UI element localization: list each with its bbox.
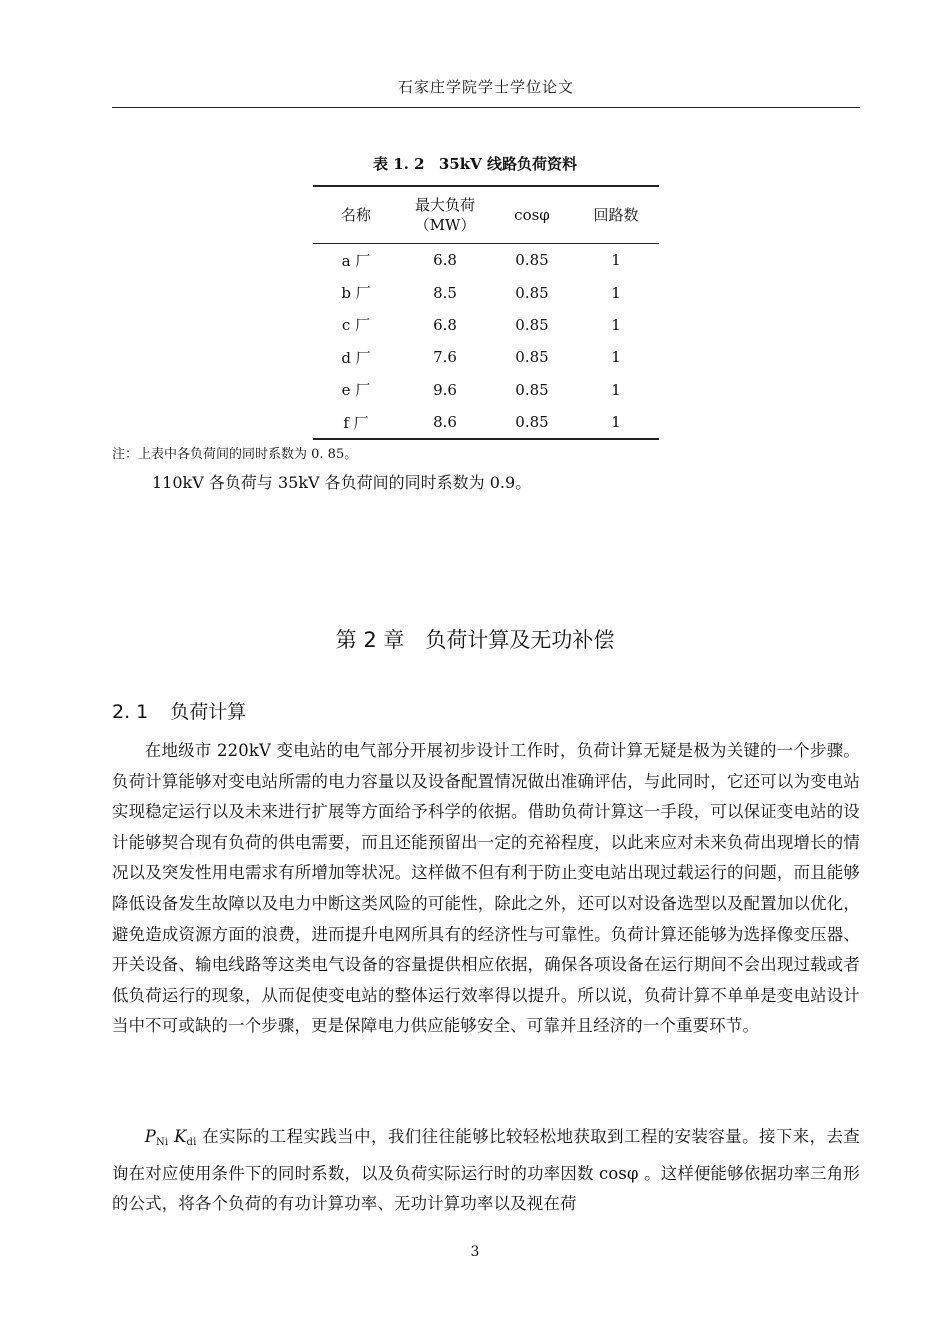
symbol-p-subscript: Ni — [156, 1137, 169, 1148]
page-number: 3 — [470, 1244, 480, 1260]
table-row: b 厂 8.5 0.85 1 — [341, 283, 621, 303]
coincidence-factor-line: 110kV 各负荷与 35kV 各负荷间的同时系数为 0.9。 — [152, 473, 532, 492]
table-caption-title: 35kV 线路负荷资料 — [438, 155, 577, 173]
section-number: 2. 1 — [112, 701, 149, 723]
symbol-k: K — [174, 1127, 187, 1146]
paragraph-practice-text: 在实际的工程实践当中，我们往往能够比较轻松地获取到工程的安装容量。接下来，去查询在对应使用条件下的同时系数，以及负荷实际运行时的功率因数 cosφ 。这样便能够依据功率三角形的公式，将各个负荷的有功计算功率、无功计算功率以及视在荷 — [112, 1127, 860, 1214]
table-row: d 厂 7.6 0.85 1 — [341, 348, 621, 367]
table-note: 注：上表中各负荷间的同时系数为 0. 85。 — [112, 447, 358, 462]
symbol-k-subscript: di — [186, 1137, 197, 1148]
header-cosphi: cosφ — [514, 206, 550, 224]
header-max-load: 最大负荷 （MW） — [414, 196, 476, 234]
table-row: f 厂 8.6 0.85 1 — [313, 406, 659, 439]
table-row: a 厂 6.8 0.85 1 — [341, 251, 621, 270]
section-title: 负荷计算 — [170, 701, 247, 723]
paragraph-load-calculation: 在地级市 220kV 变电站的电气部分开展初步设计工作时，负荷计算无疑是极为关键的一个步骤。负荷计算能够对变电站所需的电力容量以及设备配置情况做出准确评估，与此同时，它还可以为变电站实现稳定运行以及未来进行扩展等方面给予科学的依据。借助负荷计算这一手段，可以保证变电站的设计能够契合现有负荷的供电需要，而且还能预留出一定的充裕程度，以此来应对未来负荷出现增长的情况以及突发性用电需求有所增加等状况。这样做不但有利于防止变电站出现过载运行的问题，而且能够降低设备发生故障以及电力中断这类风险的可能性，除此之外，还可以对设备选型以及配置加以优化，避免造成资源方面的浪费，进而提升电网所具有的经济性与可靠性。负荷计算还能够为选择像变压器、开关设备、输电线路等这类电气设备的容量提供相应依据，确保各项设备在运行期间不会出现过载或者低负荷运行的现象，从而促使变电站的整体运行效率得以提升。所以说，负荷计算不单单是变电站设计当中不可或缺的一个步骤，更是保障电力供应能够安全、可靠并且经济的一个重要环节。 — [112, 741, 860, 1036]
chapter-title: 第 2 章 负荷计算及无功补偿 — [335, 628, 615, 652]
table-caption — [0, 153, 950, 174]
table-row: c 厂 6.8 0.85 1 — [341, 315, 621, 335]
header-name: 名称 — [340, 206, 371, 224]
running-header: 石家庄学院学士学位论文 — [112, 76, 860, 108]
paragraph-practice — [112, 1122, 860, 1220]
table-header-row — [313, 186, 659, 244]
table-row: e 厂 9.6 0.85 1 — [341, 380, 621, 400]
symbol-p: P — [144, 1127, 157, 1146]
load-data-table — [313, 185, 659, 440]
section-heading — [112, 697, 246, 724]
header-circuits: 回路数 — [593, 206, 639, 224]
table-caption-label: 表 1. 2 — [373, 155, 425, 173]
